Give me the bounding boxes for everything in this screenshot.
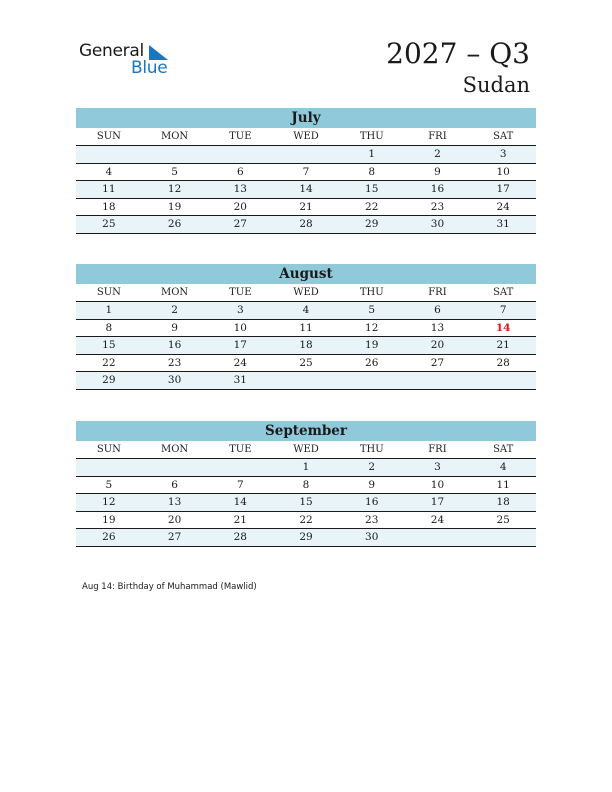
- day-cell: 17: [233, 339, 247, 351]
- day-cell: 25: [102, 218, 116, 230]
- day-cell: 13: [167, 496, 182, 508]
- day-cell: 5: [171, 165, 178, 178]
- day-cell: 20: [430, 339, 445, 351]
- day-cell: 10: [233, 321, 247, 334]
- day-cell: 7: [499, 304, 507, 316]
- day-cell: [470, 372, 536, 389]
- day-cell: 17: [496, 183, 510, 195]
- weekday-header-row: [76, 284, 536, 302]
- day-cell: 7: [236, 478, 244, 491]
- day-cell: 3: [236, 304, 244, 316]
- page-title: 2027 – Q3: [386, 37, 530, 70]
- weekday-label: MON: [160, 444, 189, 455]
- day-cell: 18: [299, 339, 313, 351]
- day-cell: 23: [430, 200, 445, 213]
- day-cell: 14: [299, 183, 313, 195]
- day-cell: 17: [430, 496, 445, 508]
- day-cell: 5: [368, 304, 376, 316]
- day-cell: 16: [167, 339, 182, 351]
- day-cell: 2: [171, 304, 178, 316]
- day-cell: 15: [365, 183, 379, 195]
- day-cell: 30: [167, 374, 182, 386]
- day-cell: 21: [233, 513, 247, 526]
- day-cell: 12: [167, 183, 182, 195]
- day-cell: 6: [434, 304, 441, 316]
- week-row: [76, 459, 536, 477]
- day-cell: 3: [499, 148, 507, 160]
- day-cell: [142, 459, 208, 476]
- weekday-label: TUE: [229, 287, 252, 298]
- day-cell: 26: [365, 356, 379, 369]
- day-cell: 22: [102, 356, 116, 369]
- weekday-label: FRI: [428, 131, 447, 142]
- day-cell: 26: [102, 531, 116, 543]
- day-cell: 31: [233, 374, 247, 386]
- day-cell: 23: [167, 356, 182, 369]
- day-cell: 13: [430, 321, 445, 334]
- day-cell: 9: [368, 478, 376, 491]
- weekday-label: SUN: [96, 131, 121, 142]
- day-cell: 13: [233, 183, 247, 195]
- day-cell: 2: [434, 148, 441, 160]
- week-row: [76, 477, 536, 495]
- week-row: [76, 337, 536, 355]
- weekday-label: SUN: [96, 444, 121, 455]
- logo-general-text: General: [79, 41, 144, 61]
- day-cell: 14: [495, 321, 511, 334]
- day-cell: 22: [299, 513, 313, 526]
- day-cell: [470, 529, 536, 546]
- day-cell: 24: [430, 513, 445, 526]
- day-cell: 1: [105, 304, 113, 316]
- day-cell: 24: [233, 356, 247, 369]
- day-cell: 20: [233, 200, 247, 213]
- day-cell: 15: [102, 339, 116, 351]
- week-row: [76, 181, 536, 199]
- weekday-header-row: [76, 128, 536, 146]
- day-cell: [405, 372, 471, 389]
- day-cell: 23: [365, 513, 379, 526]
- day-cell: 20: [167, 513, 182, 526]
- day-cell: 29: [102, 374, 116, 386]
- day-cell: 25: [299, 356, 313, 369]
- weekday-header-row: [76, 441, 536, 459]
- day-cell: 28: [233, 531, 247, 543]
- month-title: September: [76, 421, 536, 441]
- week-row: [76, 512, 536, 530]
- day-cell: 18: [496, 496, 510, 508]
- day-cell: 28: [496, 356, 510, 369]
- week-row: [76, 146, 536, 164]
- day-cell: 12: [365, 321, 379, 334]
- weekday-label: SAT: [493, 287, 514, 298]
- week-row: [76, 164, 536, 182]
- weekday-label: FRI: [428, 287, 447, 298]
- day-cell: [142, 146, 208, 163]
- weekday-label: THU: [359, 287, 384, 298]
- day-cell: [339, 372, 405, 389]
- weekday-label: MON: [160, 131, 189, 142]
- day-cell: 22: [365, 200, 379, 213]
- day-cell: [405, 529, 471, 546]
- week-row: [76, 355, 536, 373]
- day-cell: 4: [499, 461, 507, 473]
- day-cell: 27: [430, 356, 445, 369]
- month-august: [76, 264, 536, 390]
- holiday-note: Aug 14: Birthday of Muhammad (Mawlid): [82, 582, 257, 592]
- day-cell: 9: [171, 321, 178, 334]
- week-row: [76, 216, 536, 234]
- day-cell: 1: [368, 148, 376, 160]
- weekday-label: THU: [359, 131, 384, 142]
- day-cell: 7: [302, 165, 310, 178]
- day-cell: 27: [167, 531, 182, 543]
- day-cell: 21: [496, 339, 510, 351]
- day-cell: 25: [496, 513, 510, 526]
- day-cell: 5: [105, 478, 113, 491]
- day-cell: 18: [102, 200, 116, 213]
- day-cell: 4: [105, 165, 113, 178]
- day-cell: 6: [236, 165, 244, 178]
- day-cell: 11: [299, 321, 313, 334]
- weekday-label: SAT: [493, 131, 514, 142]
- day-cell: 12: [102, 496, 116, 508]
- weekday-label: SUN: [96, 287, 121, 298]
- day-cell: 2: [368, 461, 376, 473]
- month-title: July: [76, 108, 536, 128]
- day-cell: [273, 146, 339, 163]
- day-cell: 3: [434, 461, 441, 473]
- weekday-label: FRI: [428, 444, 447, 455]
- weekday-label: THU: [359, 444, 384, 455]
- day-cell: [273, 372, 339, 389]
- day-cell: 16: [430, 183, 445, 195]
- day-cell: 4: [302, 304, 310, 316]
- week-row: [76, 494, 536, 512]
- country-name: Sudan: [462, 73, 530, 97]
- day-cell: 16: [365, 496, 379, 508]
- weekday-label: SAT: [493, 444, 514, 455]
- day-cell: 15: [299, 496, 313, 508]
- day-cell: 30: [430, 218, 445, 230]
- day-cell: 21: [299, 200, 313, 213]
- weekday-label: TUE: [229, 444, 252, 455]
- day-cell: 11: [102, 183, 116, 195]
- day-cell: [76, 146, 142, 163]
- weekday-label: WED: [293, 444, 319, 455]
- day-cell: [207, 459, 273, 476]
- week-row: [76, 320, 536, 338]
- day-cell: 19: [102, 513, 116, 526]
- day-cell: 6: [171, 478, 178, 491]
- day-cell: 11: [496, 478, 510, 491]
- day-cell: 30: [365, 531, 379, 543]
- week-row: [76, 302, 536, 320]
- day-cell: 9: [434, 165, 441, 178]
- day-cell: 19: [365, 339, 379, 351]
- day-cell: 31: [496, 218, 510, 230]
- day-cell: 24: [496, 200, 510, 213]
- day-cell: 8: [105, 321, 113, 334]
- month-title: August: [76, 264, 536, 284]
- day-cell: 26: [167, 218, 182, 230]
- day-cell: 28: [299, 218, 313, 230]
- day-cell: 8: [302, 478, 310, 491]
- logo-blue-text: Blue: [131, 58, 168, 78]
- weekday-label: WED: [293, 287, 319, 298]
- day-cell: [76, 459, 142, 476]
- weekday-label: TUE: [229, 131, 252, 142]
- day-cell: 29: [365, 218, 379, 230]
- day-cell: [207, 146, 273, 163]
- day-cell: 27: [233, 218, 247, 230]
- week-row: [76, 199, 536, 217]
- month-july: [76, 108, 536, 234]
- month-september: [76, 421, 536, 547]
- week-row: [76, 372, 536, 390]
- day-cell: 10: [430, 478, 445, 491]
- week-row: [76, 529, 536, 547]
- day-cell: 8: [368, 165, 376, 178]
- logo: [79, 41, 179, 81]
- day-cell: 14: [233, 496, 247, 508]
- weekday-label: MON: [160, 287, 189, 298]
- day-cell: 19: [167, 200, 182, 213]
- day-cell: 10: [496, 165, 510, 178]
- weekday-label: WED: [293, 131, 319, 142]
- day-cell: 29: [299, 531, 313, 543]
- day-cell: 1: [302, 461, 310, 473]
